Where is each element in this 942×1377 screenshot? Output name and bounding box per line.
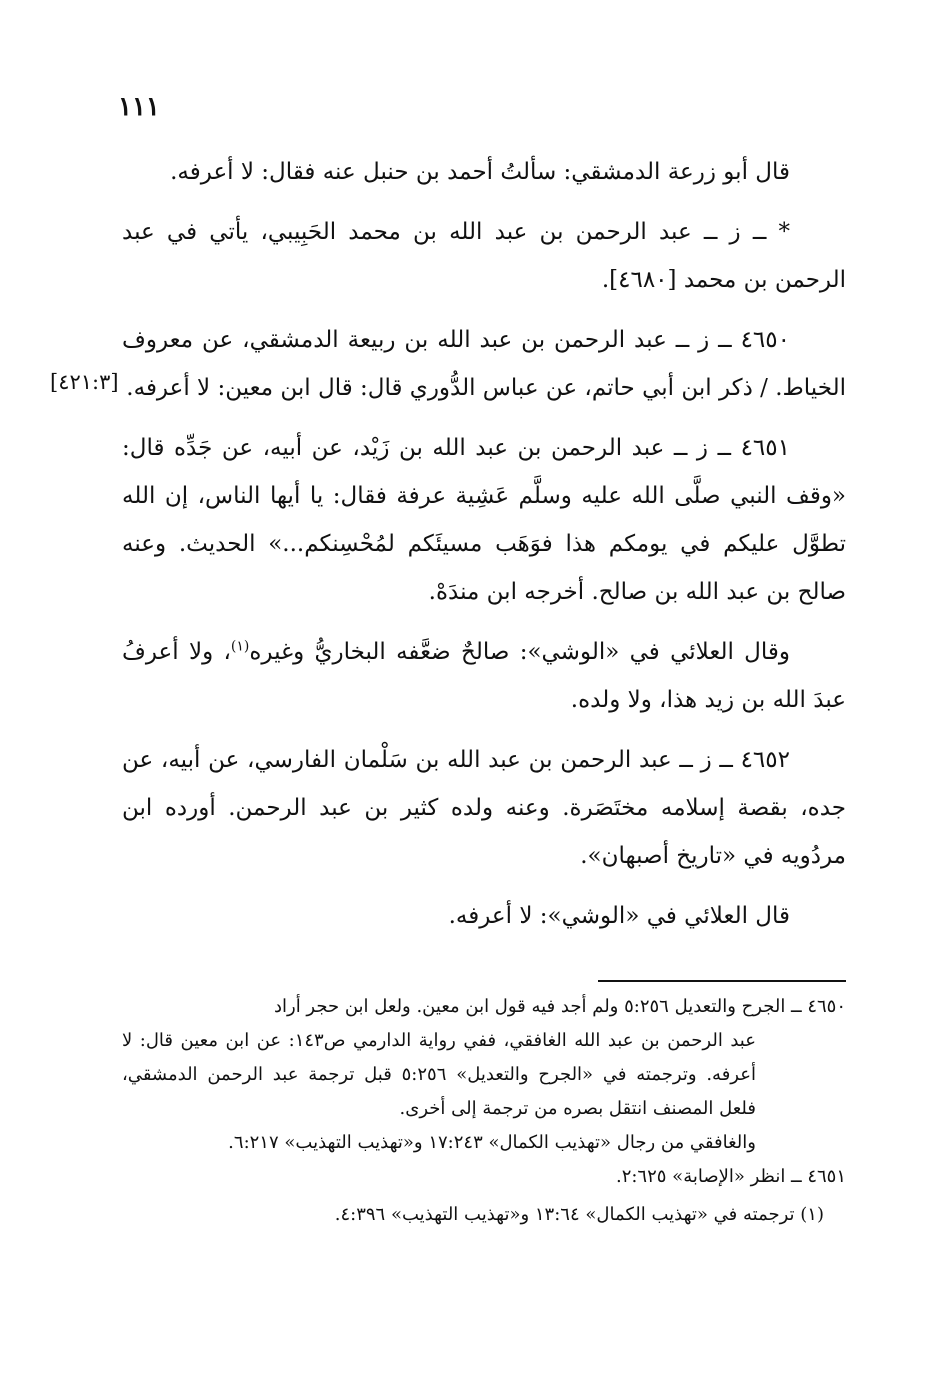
entry-4651: [122, 424, 846, 616]
page-number: ١١١: [118, 92, 160, 122]
footnote-4650-extra: والغافقي من رجال «تهذيب الكمال» ١٧:٢٤٣ و«تهذيب التهذيب» ٦:٢١٧.: [228, 1132, 756, 1153]
entry-4650-text: ٤٦٥٠ ــ ز ــ عبد الرحمن بن عبد الله بن ربيعة الدمشقي، عن معروف الخياط. / ذكر ابن أبي حاتم، عن عباس الدُّوري قال: قال ابن معين: لا أعرفه.: [122, 327, 846, 401]
margin-reference: [٤٢١:٣]: [50, 370, 119, 394]
paragraph-2-text: * ــ ز ــ عبد الرحمن بن عبد الله بن محمد الحَبِيبي، يأتي في عبد الرحمن بن محمد [٤٦٨٠].: [122, 219, 846, 293]
paragraph-alai-1-end: ، ولا أعرفُ عبدَ الله بن زيد هذا، ولا ولده.: [122, 639, 846, 713]
footnote-marker-1[interactable]: (١): [230, 638, 250, 655]
footnotes: [122, 990, 846, 1232]
paragraph-alai-1-text: وقال العلائي في «الوشي»: صالحٌ ضعَّفه البخاريُّ وغيره: [249, 639, 790, 665]
paragraph-2: [122, 208, 846, 304]
footnote-4650-line1: ٤٦٥٠ ــ الجرح والتعديل ٥:٢٥٦ ولم أجد فيه قول ابن معين. ولعل ابن حجر أراد: [273, 996, 846, 1017]
main-text: [122, 148, 846, 944]
paragraph-alai-1: [122, 628, 846, 724]
paragraph-1: [122, 148, 846, 196]
footnote-4651: ٤٦٥١ ــ انظر «الإصابة» ٢:٦٢٥.: [615, 1166, 846, 1187]
paragraph-alai-2: [122, 892, 846, 940]
entry-4650: [122, 316, 846, 412]
footnote-4650-rest: عبد الرحمن بن عبد الله الغافقي، ففي رواية الدارمي ص١٤٣: عن ابن معين قال: لا أعرفه. وترجمته في «الجرح والتعديل» ٥:٢٥٦ قبل ترجمة عبد الرحمن الدمشقي، فلعل المصنف انتقل بصره من ترجمة إلى أخرى.: [122, 1030, 756, 1119]
paragraph-1-text: قال أبو زرعة الدمشقي: سألتُ أحمد بن حنبل عنه فقال: لا أعرفه.: [170, 159, 790, 185]
entry-4651-text: ٤٦٥١ ــ ز ــ عبد الرحمن بن عبد الله بن زَيْد، عن أبيه، عن جَدِّه قال: «وقف النبي صلَّى الله عليه وسلَّم عَشِية عرفة فقال: يا أيها الناس، إن الله تطوَّل عليكم في يومكم هذا فوَهَب مسيئَكم لمُحْسِنكم...» الحديث. وعنه صالح بن عبد الله بن صالح. أخرجه ابن مندَهْ.: [122, 435, 846, 605]
entry-4652-text: ٤٦٥٢ ــ ز ــ عبد الرحمن بن عبد الله بن سَلْمان الفارسي، عن أبيه، عن جده، بقصة إسلامه مختَصَرة. وعنه ولده كثير بن عبد الرحمن. أورده ابن مردُويه في «تاريخ أصبهان».: [122, 747, 846, 869]
paragraph-alai-2-text: قال العلائي في «الوشي»: لا أعرفه.: [448, 903, 790, 929]
footnote-1: (١) ترجمته في «تهذيب الكمال» ١٣:٦٤ و«تهذيب التهذيب» ٤:٣٩٦.: [334, 1204, 824, 1225]
entry-4652: [122, 736, 846, 880]
footnote-divider: [598, 980, 846, 982]
